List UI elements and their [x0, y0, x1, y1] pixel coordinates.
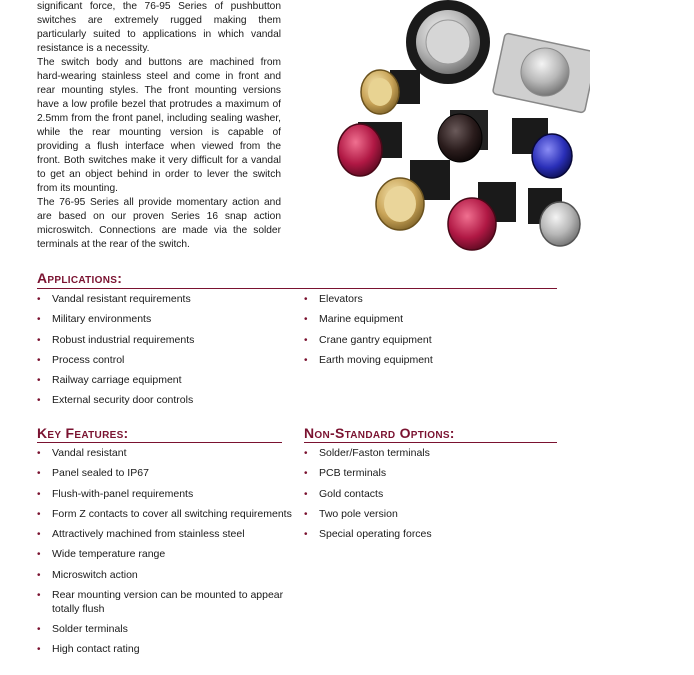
list-item: • Solder terminals [37, 622, 128, 635]
key-features-heading: Key Features: [37, 425, 129, 441]
bullet-icon: • [304, 448, 308, 459]
list-item: • Marine equipment [304, 313, 404, 326]
bullet-icon: • [37, 395, 41, 407]
list-item: • Process control [37, 353, 125, 366]
list-item: • External security door controls [37, 394, 194, 407]
list-item: • Elevators [304, 293, 363, 305]
list-item: • Gold contacts [304, 487, 384, 500]
applications-heading: Applications: [37, 270, 123, 286]
list-item: • Military environments [37, 313, 152, 326]
list-item: • Solder/Faston terminals [304, 447, 430, 459]
non-standard-list [304, 447, 559, 548]
switch-black [438, 110, 488, 162]
intro-paragraph-3: The 76-95 Series all provide momentary action and are based on our proven Series 16 snap action microswitch. Connections are made via the solder terminals at the rear of the switch. [37, 197, 281, 250]
bullet-icon: • [304, 488, 308, 500]
intro-text [37, 0, 281, 252]
bullet-icon: • [37, 314, 41, 326]
applications-list-right [304, 293, 559, 374]
applications-list-left [37, 293, 292, 415]
non-standard-rule [304, 442, 557, 443]
bullet-icon: • [37, 294, 41, 305]
bullet-icon: • [304, 314, 308, 326]
bullet-icon: • [37, 354, 41, 366]
bullet-icon: • [37, 375, 41, 387]
product-photo [330, 0, 590, 258]
bullet-icon: • [37, 644, 41, 656]
bullet-icon: • [304, 508, 308, 520]
key-features-rule [37, 442, 282, 443]
list-item: • Attractively machined from stainless steel [37, 528, 245, 541]
list-item: • Wide temperature range [37, 548, 166, 561]
list-item: • Rear mounting version can be mounted to appear totally flush [37, 589, 284, 615]
switch-red-bottom [448, 182, 516, 250]
list-item: • Railway carriage equipment [37, 374, 182, 387]
list-item: • Form Z contacts to cover all switching requirements [37, 507, 292, 520]
switch-steel-small [528, 188, 580, 246]
bullet-icon: • [37, 488, 41, 500]
bullet-icon: • [37, 623, 41, 635]
switch-red-threaded [338, 122, 402, 176]
bullet-icon: • [304, 468, 308, 480]
bullet-icon: • [37, 529, 41, 541]
list-item: • Earth moving equipment [304, 353, 433, 366]
list-item: • Flush-with-panel requirements [37, 487, 194, 500]
bullet-icon: • [304, 354, 308, 366]
list-item: • Microswitch action [37, 568, 138, 581]
list-item: • Panel sealed to IP67 [37, 467, 149, 480]
switch-gold-small [361, 70, 420, 114]
applications-rule [37, 288, 557, 289]
intro-paragraph-1: significant force, the 76-95 Series of pushbutton switches are extremely rugged making them particularly suited to applications in which vandal resistance is a necessity. [37, 1, 281, 54]
bullet-icon: • [37, 549, 41, 561]
list-item: • Special operating forces [304, 528, 432, 541]
key-features-list [37, 447, 292, 663]
bullet-icon: • [37, 508, 41, 520]
list-item: • Vandal resistant [37, 447, 127, 459]
list-item: • PCB terminals [304, 467, 387, 480]
switch-rear-mount-plate [492, 33, 590, 113]
bullet-icon: • [37, 334, 41, 346]
list-item: • High contact rating [37, 643, 140, 656]
bullet-icon: • [37, 590, 41, 602]
bullet-icon: • [37, 569, 41, 581]
bullet-icon: • [304, 294, 308, 305]
bullet-icon: • [304, 529, 308, 541]
intro-paragraph-2: The switch body and buttons are machined from hard-wearing stainless steel and come in front and rear mounting styles. The front mounting versions have a low profile bezel that protrudes a maximum of 2.5mm from the front panel, including sealing washer, while the rear mounting version is capable of providing a flush interface when viewed from the front. Both switches make it very difficult for a vandal to get an object behind in order to lever the switch from its mounting. [37, 57, 281, 194]
bullet-icon: • [37, 468, 41, 480]
list-item: • Robust industrial requirements [37, 333, 195, 346]
non-standard-heading: Non-Standard Options: [304, 425, 455, 441]
list-item: • Crane gantry equipment [304, 333, 432, 346]
switch-blue [512, 118, 572, 178]
bullet-icon: • [304, 334, 308, 346]
bullet-icon: • [37, 448, 41, 459]
switch-gold-large [376, 160, 450, 230]
list-item: • Vandal resistant requirements [37, 293, 191, 305]
list-item: • Two pole version [304, 507, 398, 520]
